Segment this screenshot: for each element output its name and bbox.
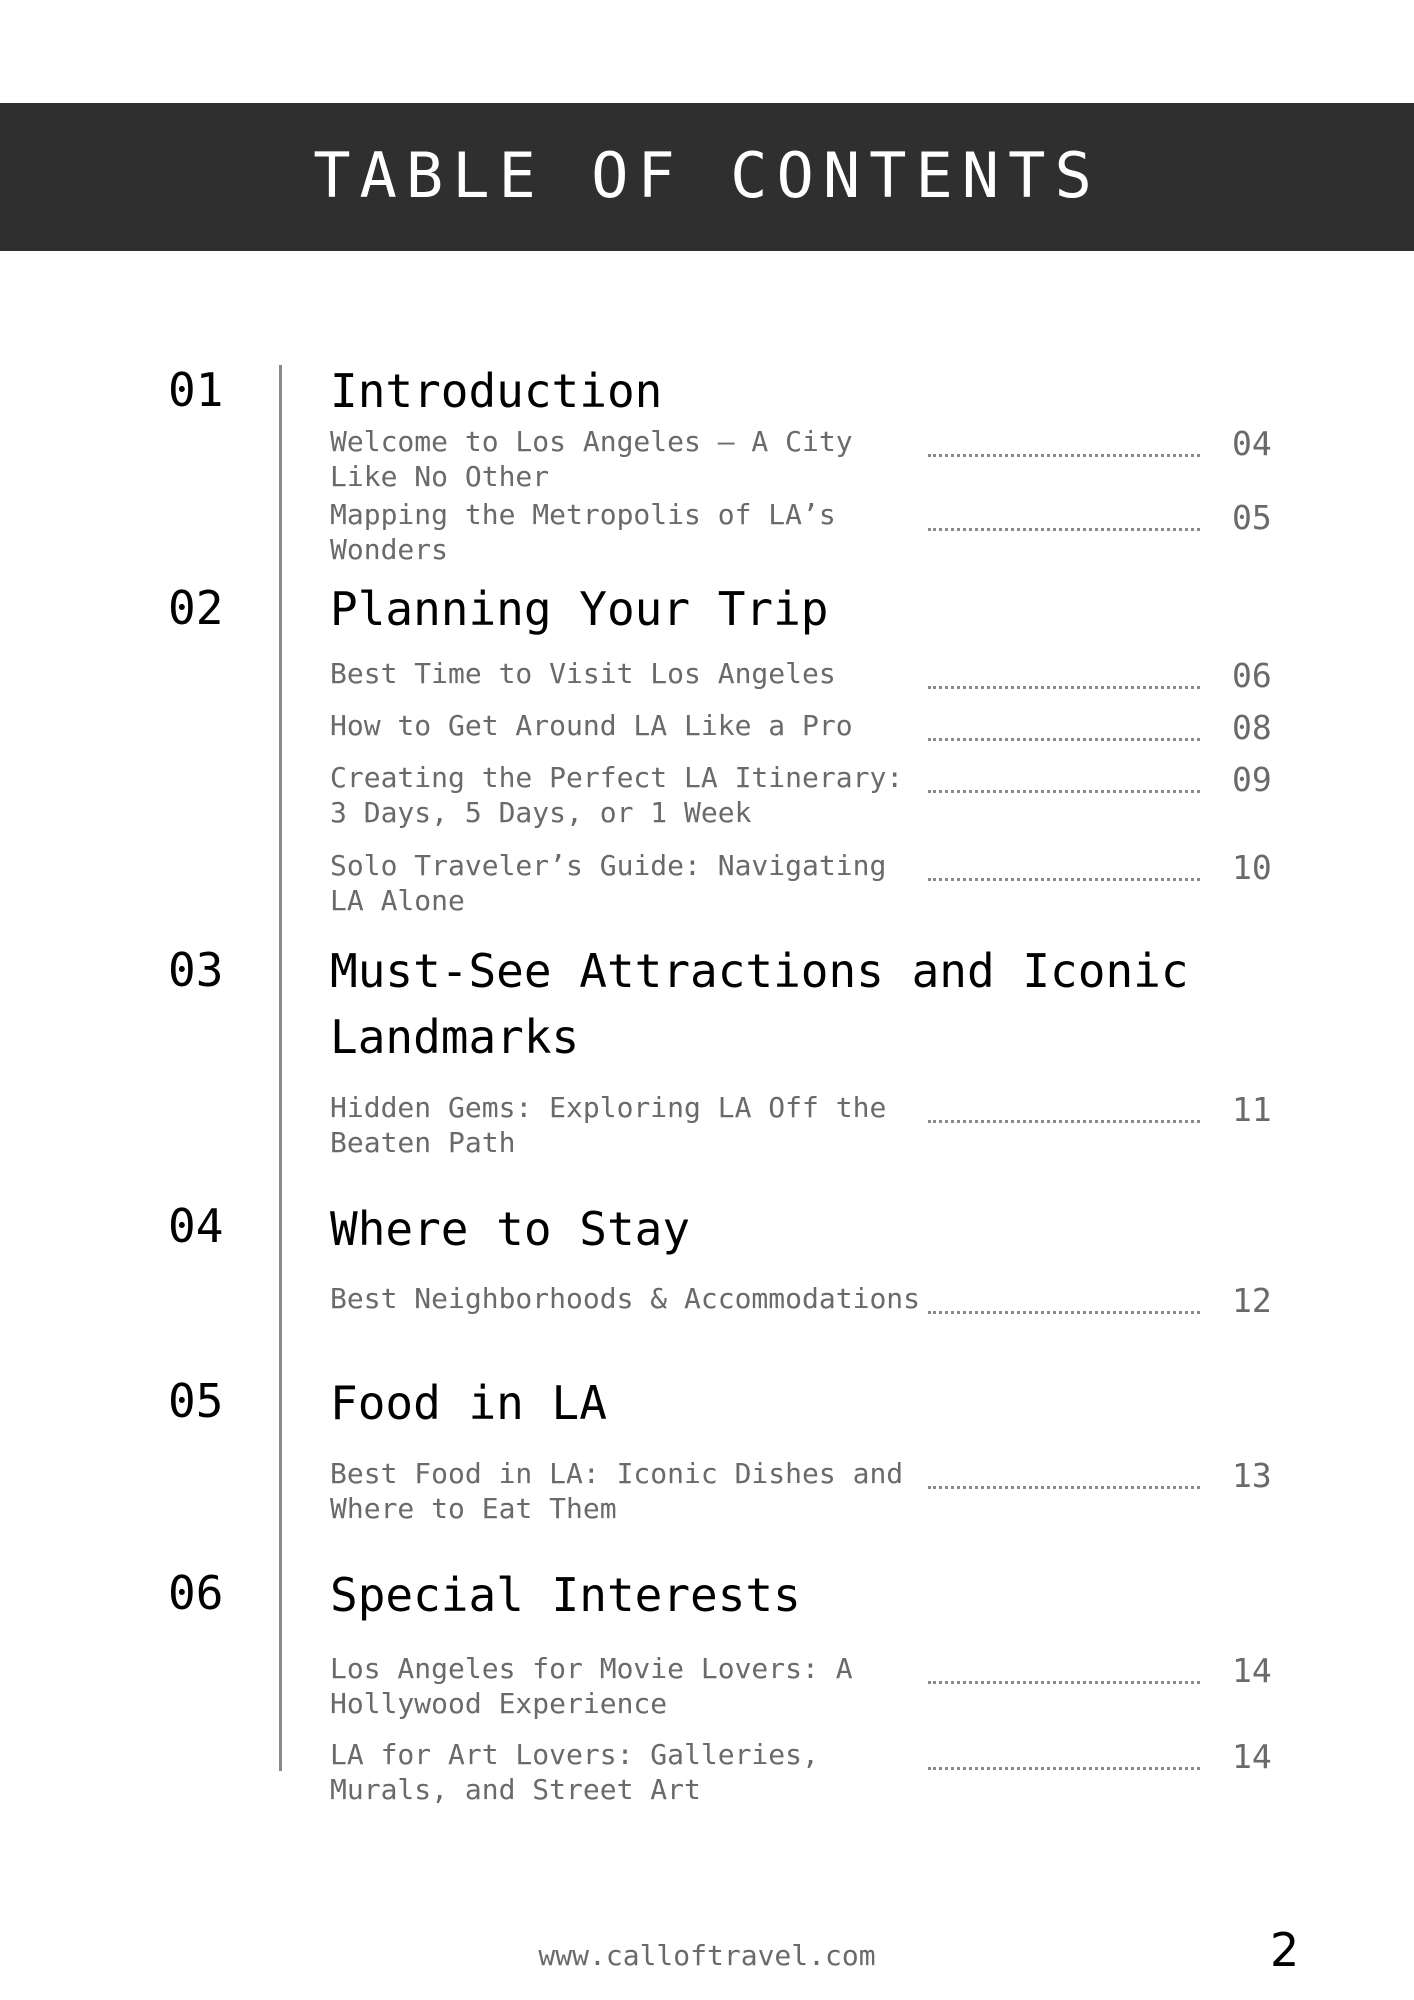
dot-leader [928,1120,1200,1123]
section-heading: Introduction [330,364,663,418]
dot-leader [928,1486,1200,1489]
toc-entry[interactable]: Welcome to Los Angeles – A City Like No Other [330,425,853,493]
page-number: 04 [1232,424,1272,463]
section-number: 04 [168,1199,224,1253]
dot-leader [928,790,1200,793]
toc-entry[interactable]: Best Food in LA: Iconic Dishes and Where to Eat Them [330,1457,904,1525]
section-heading: Special Interests [330,1568,801,1622]
page-title: TABLE OF CONTENTS [313,139,1101,212]
section-heading: Planning Your Trip [330,582,829,636]
section-heading: Must-See Attractions and Iconic Landmarks [330,944,1189,1064]
section-number: 06 [168,1566,224,1620]
section-divider-line [279,365,282,1771]
section-number: 05 [168,1374,224,1428]
dot-leader [928,686,1200,689]
page-number: 08 [1232,708,1272,747]
toc-entry[interactable]: Mapping the Metropolis of LA’s Wonders [330,498,836,566]
section-number: 02 [168,581,224,635]
section-heading: Food in LA [330,1376,607,1430]
dot-leader [928,738,1200,741]
section-heading: Where to Stay [330,1202,691,1256]
dot-leader [928,528,1200,531]
page-number: 06 [1232,656,1272,695]
toc-entry[interactable]: Hidden Gems: Exploring LA Off the Beaten Path [330,1091,887,1159]
section-number: 03 [168,943,224,997]
page-number: 13 [1232,1456,1272,1495]
toc-entry[interactable]: Best Time to Visit Los Angeles [330,657,836,690]
toc-entry[interactable]: Los Angeles for Movie Lovers: A Hollywood Experience [330,1652,853,1720]
footer-website-link[interactable]: www.calloftravel.com [538,1939,876,1972]
toc-entry[interactable]: Solo Traveler’s Guide: Navigating LA Alone [330,849,887,917]
dot-leader [928,1767,1200,1770]
page-number: 10 [1232,848,1272,887]
dot-leader [928,1681,1200,1684]
toc-entry[interactable]: Best Neighborhoods & Accommodations [330,1282,921,1315]
section-number: 01 [168,363,224,417]
footer-page-number: 2 [1270,1923,1300,1977]
page-number: 11 [1232,1090,1272,1129]
page-number: 14 [1232,1737,1272,1776]
page-number: 12 [1232,1281,1272,1320]
toc-entry[interactable]: LA for Art Lovers: Galleries, Murals, and Street Art [330,1738,819,1806]
toc-entry[interactable]: Creating the Perfect LA Itinerary: 3 Days, 5 Days, or 1 Week [330,761,904,829]
dot-leader [928,1311,1200,1314]
page-number: 05 [1232,498,1272,537]
dot-leader [928,454,1200,457]
dot-leader [928,878,1200,881]
toc-entry[interactable]: How to Get Around LA Like a Pro [330,709,853,742]
page-number: 09 [1232,760,1272,799]
page-number: 14 [1232,1651,1272,1690]
